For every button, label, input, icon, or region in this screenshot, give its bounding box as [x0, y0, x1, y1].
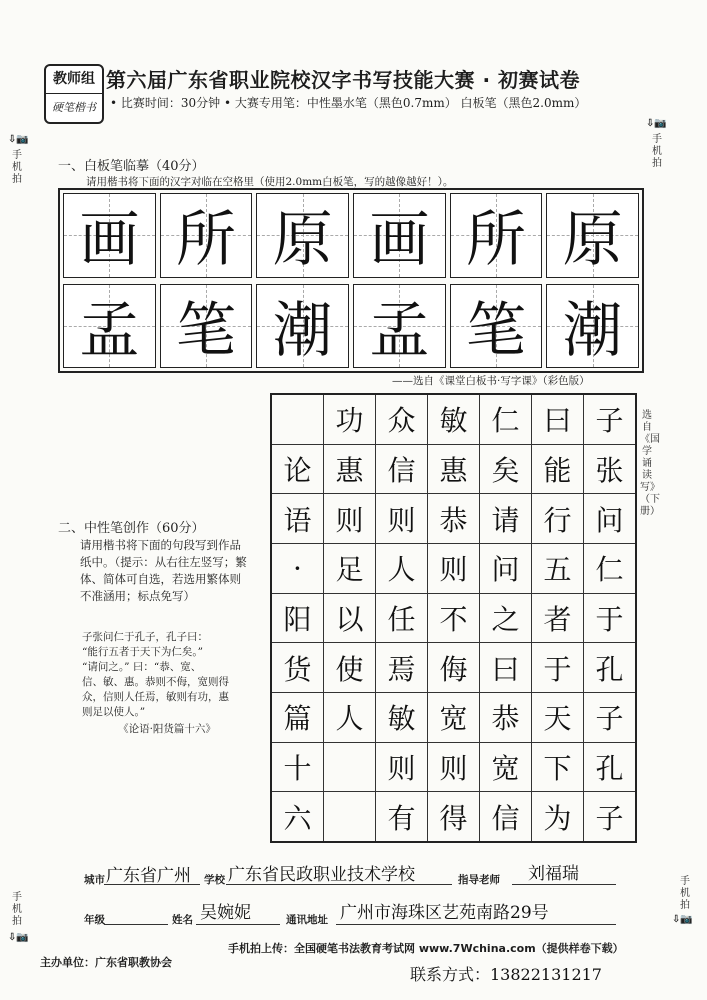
- source-passage: [82, 630, 252, 737]
- grid-cell[interactable]: 任: [376, 593, 428, 643]
- grid-cell[interactable]: 则: [428, 742, 480, 792]
- grid-cell[interactable]: [271, 394, 324, 444]
- grid-cell[interactable]: 恭: [428, 494, 480, 544]
- grid-cell[interactable]: 子: [584, 792, 637, 842]
- practice-cell[interactable]: [256, 193, 349, 278]
- practice-char: 潮: [562, 295, 623, 366]
- passage-citation: 《论语·阳货篇十六》: [118, 723, 216, 735]
- grid-cell[interactable]: 之: [480, 593, 532, 643]
- grid-cell[interactable]: 信: [376, 444, 428, 494]
- grid-row: [271, 643, 636, 693]
- grid-cell[interactable]: 于: [584, 593, 637, 643]
- grid-cell[interactable]: 子: [584, 394, 637, 444]
- practice-char: 画: [79, 205, 140, 276]
- phone-capture-label: 手机拍: [12, 892, 22, 927]
- camera-icon: ⇩📷: [8, 134, 29, 145]
- passage-line: 子张问仁于孔子，孔子曰：: [82, 631, 208, 643]
- passage-line: “请问之。” 曰：“恭、宽、: [82, 661, 202, 673]
- grid-cell[interactable]: 仁: [584, 543, 637, 593]
- page-title: 第六届广东省职业院校汉字书写技能大赛 · 初赛试卷: [106, 68, 581, 92]
- teacher-line: [512, 884, 616, 885]
- grid-cell[interactable]: 语: [271, 494, 324, 544]
- practice-cell[interactable]: [63, 193, 156, 278]
- city-field[interactable]: 广东省广州: [106, 866, 191, 886]
- exam-info: • 比赛时间：30分钟 • 大赛专用笔：中性墨水笔（黑色0.7mm） 白板笔（黑色2.0mm）: [110, 96, 587, 110]
- practice-char: 笔: [465, 295, 526, 366]
- name-field[interactable]: 吴婉妮: [200, 903, 251, 923]
- school-label: 学校: [204, 874, 225, 886]
- grid-cell[interactable]: 货: [271, 643, 324, 693]
- host-org: 主办单位：广东省职教协会: [40, 956, 172, 969]
- grid-cell[interactable]: 功: [324, 394, 376, 444]
- grid-cell[interactable]: 曰: [532, 394, 584, 444]
- grid-cell[interactable]: 人: [376, 543, 428, 593]
- school-field[interactable]: 广东省民政职业技术学校: [228, 865, 415, 885]
- grid-cell[interactable]: 能: [532, 444, 584, 494]
- address-field[interactable]: 广州市海珠区艺苑南路29号: [340, 903, 549, 923]
- grid-cell[interactable]: ·: [271, 543, 324, 593]
- grid-cell[interactable]: 以: [324, 593, 376, 643]
- grid-cell[interactable]: 恭: [480, 692, 532, 742]
- phone-capture-label: 手机拍: [652, 134, 662, 169]
- practice-cell[interactable]: [160, 193, 253, 278]
- grid-cell[interactable]: 曰: [480, 643, 532, 693]
- grid-cell[interactable]: 得: [428, 792, 480, 842]
- grid-cell[interactable]: 为: [532, 792, 584, 842]
- grid-cell[interactable]: 惠: [428, 444, 480, 494]
- grid-cell[interactable]: 子: [584, 692, 637, 742]
- grid-cell[interactable]: 五: [532, 543, 584, 593]
- camera-icon: ⇩📷: [646, 118, 667, 129]
- passage-line: 则足以使人。”: [82, 706, 146, 718]
- practice-cell[interactable]: [450, 284, 543, 369]
- teacher-label: 指导老师: [458, 874, 500, 886]
- grid-cell[interactable]: [324, 742, 376, 792]
- grid-row: [271, 692, 636, 742]
- grid-cell[interactable]: 孔: [584, 742, 637, 792]
- practice-cell[interactable]: [546, 284, 639, 369]
- grid-cell[interactable]: 侮: [428, 643, 480, 693]
- grid-cell[interactable]: 者: [532, 593, 584, 643]
- grid-row: [271, 543, 636, 593]
- grid-cell[interactable]: 人: [324, 692, 376, 742]
- whiteboard-practice-grid: [58, 188, 644, 373]
- practice-char: 潮: [272, 295, 333, 366]
- passage-line: 众，信则人任焉，敏则有功，惠: [82, 691, 229, 703]
- practice-cell[interactable]: [546, 193, 639, 278]
- grid-row: [271, 593, 636, 643]
- section1-instruction: 请用楷书将下面的汉字对临在空格里（使用2.0mm白板笔，写的越像越好！）。: [86, 176, 454, 188]
- address-label: 通讯地址: [286, 914, 328, 926]
- grid-cell[interactable]: 于: [532, 643, 584, 693]
- grid-cell[interactable]: 张: [584, 444, 637, 494]
- grid-cell[interactable]: 篇: [271, 692, 324, 742]
- grid-cell[interactable]: 敏: [428, 394, 480, 444]
- grid-cell[interactable]: 六: [271, 792, 324, 842]
- grid-cell[interactable]: 仁: [480, 394, 532, 444]
- side-source-note: 选自《国学诵读写》（下册）: [640, 410, 660, 517]
- grid-cell[interactable]: 信: [480, 792, 532, 842]
- grid-cell[interactable]: 则: [376, 494, 428, 544]
- grade-line: [104, 924, 168, 925]
- practice-cell[interactable]: [256, 284, 349, 369]
- practice-cell[interactable]: [160, 284, 253, 369]
- grid-cell[interactable]: 问: [584, 494, 637, 544]
- practice-char: 所: [465, 205, 526, 276]
- grid-cell[interactable]: 宽: [480, 742, 532, 792]
- group-badge: [44, 64, 104, 124]
- badge-style-label: 硬笔楷书: [52, 101, 96, 114]
- name-line: [196, 924, 280, 925]
- practice-char: 原: [272, 205, 333, 276]
- practice-char: 所: [175, 205, 236, 276]
- grid-cell[interactable]: 问: [480, 543, 532, 593]
- passage-line: “能行五者于天下为仁矣。”: [82, 646, 203, 658]
- grade-label: 年级: [84, 914, 105, 926]
- grid-cell[interactable]: 则: [428, 543, 480, 593]
- grid-cell[interactable]: 则: [324, 494, 376, 544]
- passage-line: 信、敏、惠。恭则不侮，宽则得: [82, 676, 229, 688]
- grid-cell[interactable]: 敏: [376, 692, 428, 742]
- grid-cell[interactable]: 宽: [428, 692, 480, 742]
- grid-cell[interactable]: 阳: [271, 593, 324, 643]
- grid-row: [271, 792, 636, 842]
- teacher-field[interactable]: 刘福瑞: [528, 864, 579, 884]
- grid-cell[interactable]: 十: [271, 742, 324, 792]
- grid-cell[interactable]: 天: [532, 692, 584, 742]
- contact-info: 联系方式：13822131217: [410, 965, 602, 984]
- grid-cell[interactable]: 则: [376, 742, 428, 792]
- grid-cell[interactable]: 孔: [584, 643, 637, 693]
- practice-char: 原: [562, 205, 623, 276]
- grid-row: [271, 394, 636, 444]
- section1-title: 一、白板笔临摹（40分）: [58, 159, 205, 174]
- section1-source: ——选自《课堂白板书·写字课》（彩色版）: [392, 375, 590, 387]
- section2-instruction: 请用楷书将下面的句段写到作品纸中。（提示：从右往左竖写；繁体、简体可自选，若选用繁体则不准涵用；标点免写）: [80, 538, 247, 603]
- section2-title: 二、中性笔创作（60分）: [58, 521, 205, 536]
- camera-icon: ⇩📷: [672, 914, 693, 925]
- grid-cell[interactable]: 行: [532, 494, 584, 544]
- practice-cell[interactable]: [63, 284, 156, 369]
- city-label: 城市: [84, 874, 105, 886]
- grid-cell[interactable]: 惠: [324, 444, 376, 494]
- grid-cell[interactable]: 下: [532, 742, 584, 792]
- practice-char: 笔: [175, 295, 236, 366]
- practice-char: 画: [369, 205, 430, 276]
- grid-row: [271, 494, 636, 544]
- grid-cell[interactable]: 有: [376, 792, 428, 842]
- grid-cell[interactable]: [324, 792, 376, 842]
- composition-grid: [270, 393, 637, 843]
- phone-capture-label: 手机拍: [680, 876, 690, 911]
- practice-char: 孟: [79, 295, 140, 366]
- grid-cell[interactable]: 众: [376, 394, 428, 444]
- practice-cell[interactable]: [353, 193, 446, 278]
- practice-cell[interactable]: [450, 193, 543, 278]
- grid-row: [271, 742, 636, 792]
- grid-cell[interactable]: 使: [324, 643, 376, 693]
- practice-char: 孟: [369, 295, 430, 366]
- badge-group-label: 教师组: [46, 66, 102, 94]
- name-label: 姓名: [172, 914, 193, 926]
- grid-cell[interactable]: 论: [271, 444, 324, 494]
- address-line: [336, 924, 616, 925]
- practice-cell[interactable]: [353, 284, 446, 369]
- grid-row: [271, 444, 636, 494]
- grid-cell[interactable]: 请: [480, 494, 532, 544]
- grid-cell[interactable]: 足: [324, 543, 376, 593]
- grid-cell[interactable]: 焉: [376, 643, 428, 693]
- grid-cell[interactable]: 不: [428, 593, 480, 643]
- grid-cell[interactable]: 矣: [480, 444, 532, 494]
- camera-icon: ⇩📷: [8, 932, 29, 943]
- upload-info: 手机拍上传：全国硬笔书法教育考试网 www.7Wchina.com（提供样卷下载）: [228, 942, 624, 955]
- phone-capture-label: 手机拍: [12, 150, 22, 185]
